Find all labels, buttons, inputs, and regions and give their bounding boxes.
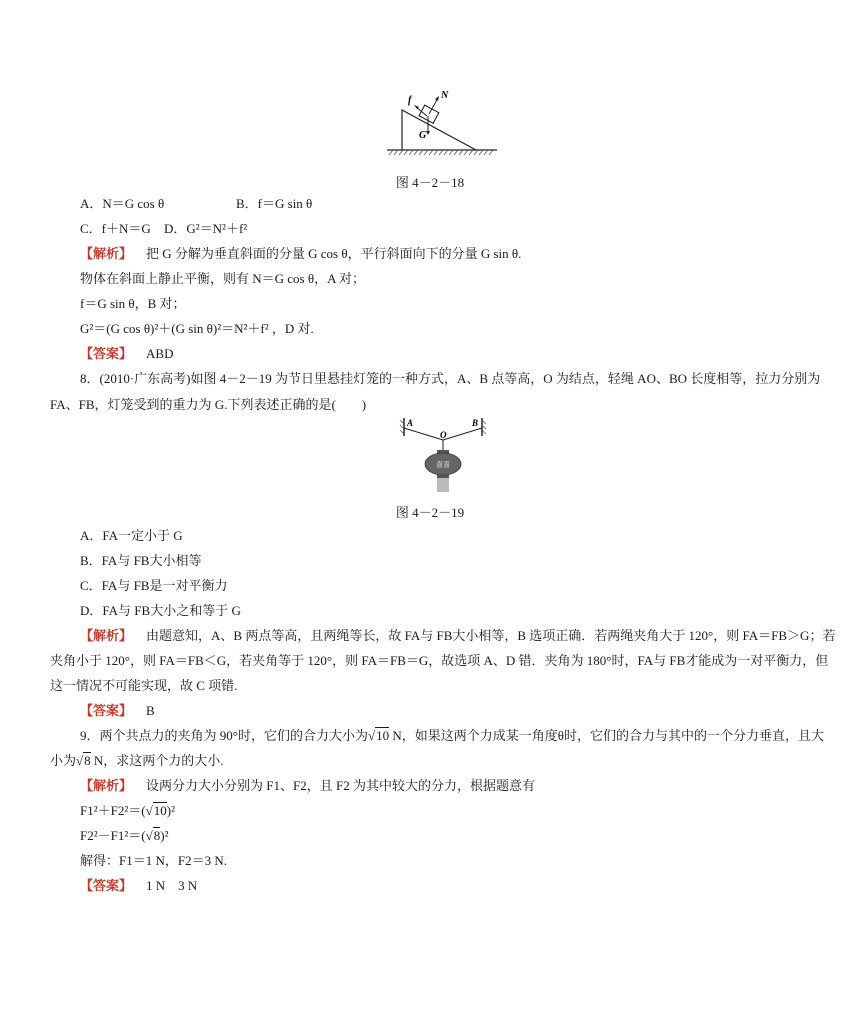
sqrt-symbol: √ bbox=[367, 728, 376, 743]
lantern-text: 喜喜 bbox=[436, 461, 450, 469]
answer-tag: 【答案】 bbox=[80, 878, 133, 893]
lantern-figure bbox=[398, 416, 488, 496]
eq-text: )² bbox=[160, 828, 169, 843]
q9-stem-text: N，如果这两个力成某一角度θ时，它们的合力与其中的一个分力垂直，且大 bbox=[389, 728, 824, 743]
eq-radicand: 10 bbox=[153, 803, 167, 818]
answer-tag: 【答案】 bbox=[80, 703, 133, 718]
label-f: f bbox=[408, 95, 412, 106]
q9-stem-line2 bbox=[50, 752, 224, 770]
q7-analysis-line3: f＝G sin θ，B 对； bbox=[80, 296, 186, 311]
q8-stem-line2: FA、FB，灯笼受到的重力为 G.下列表述正确的是( ) bbox=[50, 397, 367, 412]
q9-stem-text: N，求这两个力的大小. bbox=[90, 753, 224, 768]
q9-equation-2 bbox=[80, 827, 168, 845]
q7-analysis-line2: 物体在斜面上静止平衡，则有 N＝G cos θ，A 对； bbox=[80, 271, 366, 286]
q9-stem-radicand: 10 bbox=[376, 728, 390, 743]
q9-analysis-line1: 设两分力大小分别为 F1、F2，且 F2 为其中较大的分力，根据题意有 bbox=[146, 778, 535, 793]
q8-analysis bbox=[80, 627, 835, 645]
q7-option-c: C．f＋N＝G bbox=[80, 221, 151, 236]
label-O: O bbox=[440, 430, 447, 440]
q7-analysis-line1: 把 G 分解为垂直斜面的分量 G cos θ，平行斜面向下的分量 G sin θ. bbox=[146, 246, 522, 261]
sqrt-symbol: √ bbox=[76, 753, 84, 768]
q7-option-d: D．G²＝N²＋f² bbox=[164, 221, 248, 236]
sqrt-symbol: √ bbox=[145, 803, 153, 818]
figure-caption-19: 图 4－2－19 bbox=[395, 505, 465, 520]
q8-analysis-line3: 这一情况不可能实现，故 C 项错. bbox=[50, 678, 238, 693]
analysis-tag: 【解析】 bbox=[80, 628, 133, 643]
q9-stem-text: 9．两个共点力的夹角为 90°时，它们的合力大小为 bbox=[80, 728, 368, 743]
q9-stem-text: 小为 bbox=[50, 753, 77, 768]
label-B: B bbox=[472, 418, 479, 428]
eq-text: F1²＋F2²＝( bbox=[80, 803, 146, 818]
q8-option-c: C．FA与 FB是一对平衡力 bbox=[80, 578, 228, 593]
label-G: G bbox=[419, 130, 427, 141]
q7-answer bbox=[80, 345, 173, 363]
answer-tag: 【答案】 bbox=[80, 346, 133, 361]
figure-caption-18: 图 4－2－18 bbox=[395, 175, 465, 190]
q9-stem-radicand: 8 bbox=[84, 753, 91, 768]
q8-option-a: A．FA一定小于 G bbox=[80, 528, 183, 543]
analysis-tag: 【解析】 bbox=[80, 246, 133, 261]
q8-analysis-line1: 由题意知，A、B 两点等高，且两绳等长，故 FA与 FB大小相等，B 选项正确．若两绳夹角大于 120°，则 FA＝FB＞G；若 bbox=[146, 628, 836, 643]
q7-option-a: A．N＝G cos θ bbox=[80, 196, 165, 211]
q9-equation-1 bbox=[80, 802, 175, 820]
q9-solution: 解得：F1＝1 N，F2＝3 N. bbox=[80, 853, 227, 868]
eq-text: )² bbox=[166, 803, 175, 818]
incline-figure bbox=[380, 88, 505, 160]
sqrt-symbol: √ bbox=[145, 828, 153, 843]
q9-answer-value: 1 N 3 N bbox=[146, 878, 198, 893]
q7-analysis-line4: G²＝(G cos θ)²＋(G sin θ)²＝N²＋f² ，D 对. bbox=[80, 321, 314, 336]
q9-answer bbox=[80, 877, 197, 895]
q8-analysis-line2: 夹角小于 120°，则 FA＝FB＜G，若夹角等于 120°，则 FA＝FB＝G，故选项 A、D 错．夹角为 180°时，FA与 FB才能成为一对平衡力，但 bbox=[50, 653, 829, 668]
q9-analysis bbox=[80, 777, 535, 795]
q7-option-b: B．f＝G sin θ bbox=[236, 196, 313, 211]
q7-answer-value: ABD bbox=[146, 346, 174, 361]
q8-stem-line1: 8．(2010·广东高考)如图 4－2－19 为节日里悬挂灯笼的一种方式，A、B 点等高，O 为结点，轻绳 AO、BO 长度相等，拉力分别为 bbox=[80, 371, 821, 386]
label-A: A bbox=[407, 418, 414, 428]
eq-text: F2²－F1²＝( bbox=[80, 828, 146, 843]
label-N: N bbox=[441, 90, 449, 101]
eq-radicand: 8 bbox=[153, 828, 161, 843]
analysis-tag: 【解析】 bbox=[80, 778, 133, 793]
q8-answer-value: B bbox=[146, 703, 155, 718]
q7-analysis bbox=[80, 245, 521, 263]
q9-stem-line1 bbox=[80, 727, 824, 745]
q8-option-b: B．FA与 FB大小相等 bbox=[80, 553, 202, 568]
q8-answer bbox=[80, 702, 155, 720]
q8-option-d: D．FA与 FB大小之和等于 G bbox=[80, 603, 241, 618]
